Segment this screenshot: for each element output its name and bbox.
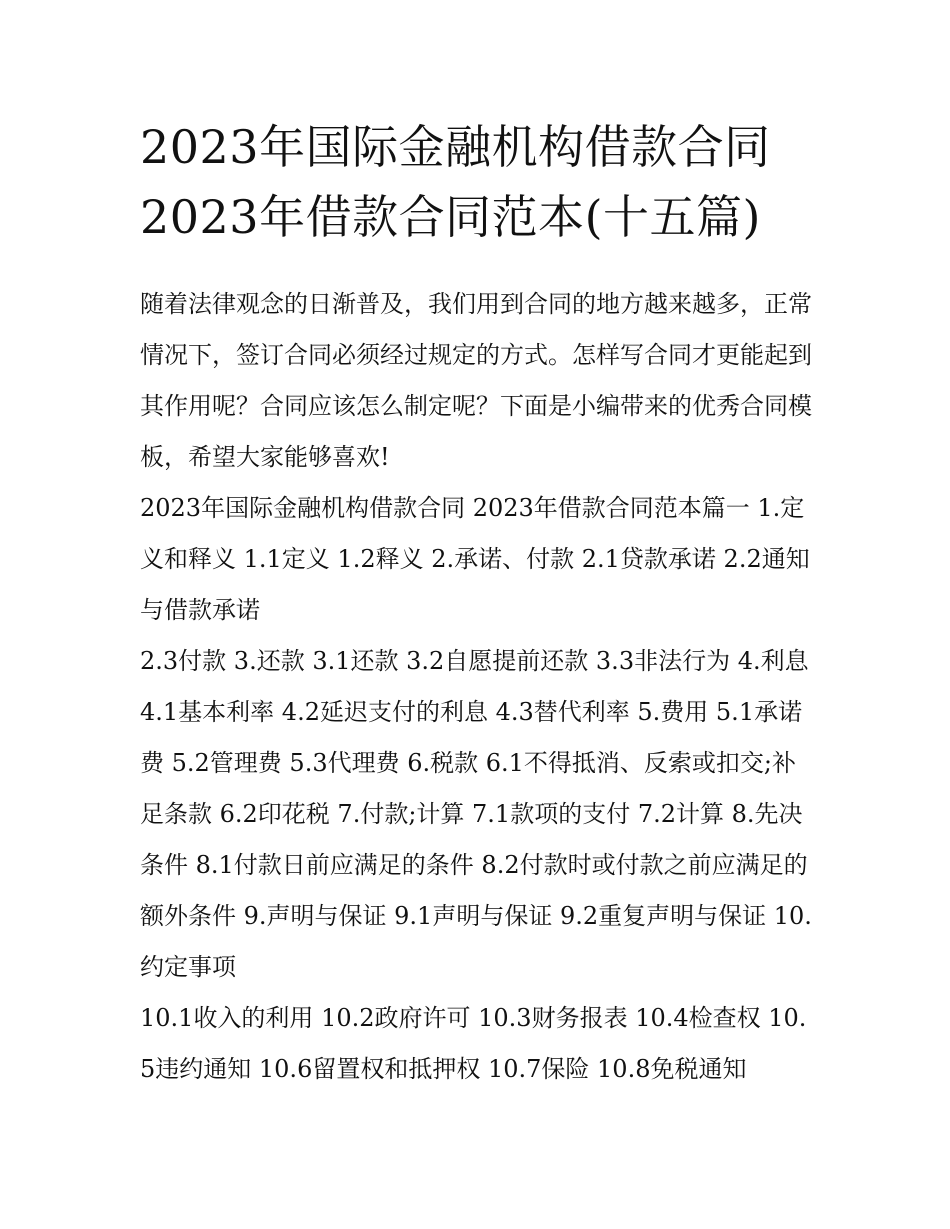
contents-paragraph-3: 10.1收入的利用 10.2政府许可 10.3财务报表 10.4检查权 10.5违约通知 10.6留置权和抵押权 10.7保险 10.8免税通知 (140, 1004, 807, 1083)
contents-paragraph-2: 2.3付款 3.还款 3.1还款 3.2自愿提前还款 3.3非法行为 4.利息 4.1基本利率 4.2延迟支付的利息 4.3替代利率 5.费用 5.1承诺费 5.2管理费 5.3代理费 6.税款 6.1不得抵消、反索或扣交;补足条款 6.2印花税 7.付款;计算 7.1款项的支付 7.2计算 8.先决条件 8.1付款日前应满足的条件 8.2付款时或付款之前应满足的额外条件 9.声明与保证 9.1声明与保证 9.2重复声明与保证 10.约定事项 (140, 647, 812, 981)
document-title (140, 112, 830, 252)
document-title-line-2: 2023年借款合同范本(十五篇) (140, 190, 761, 244)
contents-paragraph-1: 2023年国际金融机构借款合同 2023年借款合同范本篇一 1.定义和释义 1.1定义 1.2释义 2.承诺、付款 2.1贷款承诺 2.2通知与借款承诺 (140, 494, 810, 624)
document-body (140, 279, 812, 1095)
intro-paragraph: 随着法律观念的日渐普及，我们用到合同的地方越来越多，正常情况下，签订合同必须经过规定的方式。怎样写合同才更能起到其作用呢？合同应该怎么制定呢？下面是小编带来的优秀合同模板，希望大家能够喜欢! (140, 290, 812, 471)
document-title-line-1: 2023年国际金融机构借款合同 (140, 120, 771, 174)
